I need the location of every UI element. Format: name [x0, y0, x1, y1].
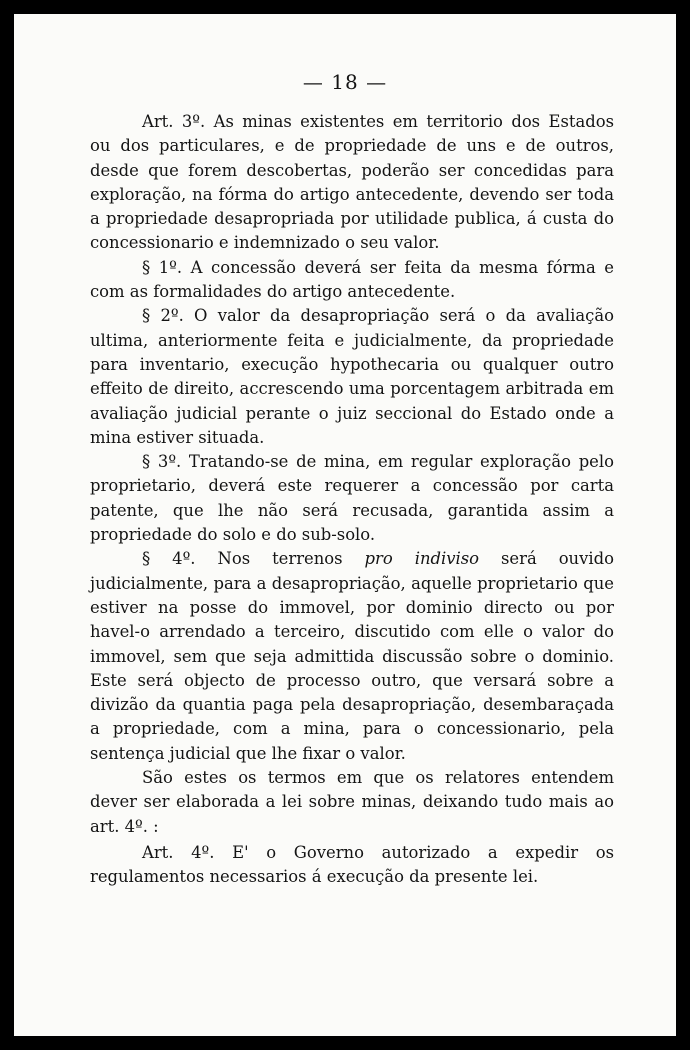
text-run: São estes os termos em que os relatores entendem dever ser elaborada a lei sobre minas, deixando tudo mais ao art. 4º. :: [90, 768, 614, 836]
text-run: § 2º. O valor da desapropriação será o da avaliação ultima, anteriormente feita e judicialmente, da propriedade para inventario, execução hypothecaria ou qualquer outro effeito de direito, accrescendo uma porcentagem arbitrada em avaliação judicial perante o juiz seccional do Estado onde a mina estiver situada.: [90, 306, 614, 447]
text-run: § 1º. A concessão deverá ser feita da mesma fórma e com as formalidades do artigo antecedente.: [90, 257, 614, 302]
body-text: [90, 110, 614, 890]
paragraph-section-2: [90, 304, 614, 450]
paragraph-art-4: [90, 841, 614, 890]
italic-term: pro indiviso: [364, 549, 480, 569]
text-run: será ouvido judicialmente, para a desapropriação, aquelle proprietario que estiver na posse do immovel, por dominio directo ou por havel-o arrendado a terceiro, discutido com elle o valor do immovel, sem que seja admittida discussão sobre o dominio. Este será objecto de processo outro, que versará sobre a divizão da quantia paga pela desapropriação, desembaraçada a propriedade, com a mina, para o concessionario, pela sentença judicial que lhe fixar o valor.: [90, 549, 614, 763]
document-page: [14, 14, 676, 1036]
paragraph-section-3: [90, 450, 614, 547]
paragraph-section-4: [90, 547, 614, 766]
page-number: — 18 —: [302, 70, 388, 94]
paragraph-art-3: [90, 110, 614, 256]
paragraph-section-1: [90, 256, 614, 305]
text-run: § 3º. Tratando-se de mina, em regular exploração pelo proprietario, deverá este requerer a concessão por carta patente, que lhe não será recusada, garantida assim a propriedade do solo e do sub-solo.: [90, 452, 614, 545]
text-run: Art. 4º. E' o Governo autorizado a expedir os regulamentos necessarios á execução da presente lei.: [90, 842, 614, 887]
text-run: § 4º. Nos terrenos: [142, 549, 365, 569]
text-run: Art. 3º. As minas existentes em territorio dos Estados ou dos particulares, e de propriedade de uns e de outros, desde que forem descobertas, poderão ser concedidas para exploração, na fórma do artigo antecedente, devendo ser toda a propriedade desapropriada por utilidade publica, á custa do concessionario e indemnizado o seu valor.: [90, 112, 614, 253]
paragraph-closing-note: [90, 766, 614, 839]
